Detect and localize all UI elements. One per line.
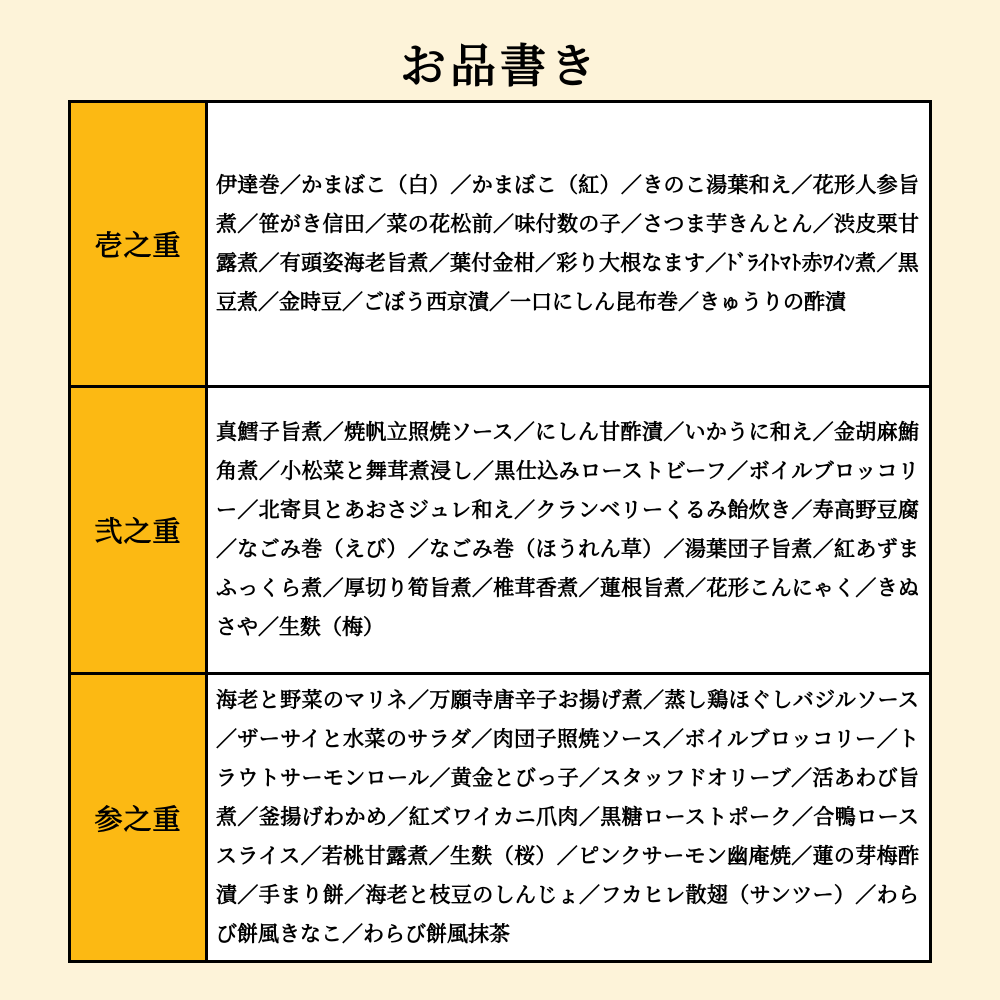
menu-row-tier-3 — [71, 675, 929, 960]
menu-table — [68, 100, 932, 963]
tier-2-label: 弐之重 — [71, 388, 208, 672]
menu-row-tier-1 — [71, 103, 929, 388]
tier-2-items-text: 真鱈子旨煮／焼帆立照焼ソース／にしん甘酢漬／いかうに和え／金胡麻鮪角煮／小松菜と舞茸煮浸し／黒仕込みローストビーフ／ボイルブロッコリー／北寄貝とあおさジュレ和え／クランベリーくるみ飴炊き／寿高野豆腐／なごみ巻（えび）／なごみ巻（ほうれん草）／湯葉団子旨煮／紅あずまふっくら煮／厚切り筍旨煮／椎茸香煮／蓮根旨煮／花形こんにゃく／きぬさや／生麩（梅） — [216, 420, 919, 639]
tier-3-content — [208, 675, 929, 960]
tier-1-label: 壱之重 — [71, 103, 208, 385]
tier-1-items-text: 伊達巻／かまぼこ（白）／かまぼこ（紅）／きのこ湯葉和え／花形人参旨煮／笹がき信田／菜の花松前／味付数の子／さつま芋きんとん／渋皮栗甘露煮／有頭姿海老旨煮／葉付金柑／彩り大根なます／ﾄﾞﾗｲﾄﾏﾄ赤ﾜｲﾝ煮／黒豆煮／金時豆／ごぼう西京漬／一口にしん昆布巻／きゅうりの酢漬 — [216, 173, 919, 314]
menu-row-tier-2 — [71, 388, 929, 675]
page-title: お品書き — [400, 39, 600, 93]
tier-3-label: 参之重 — [71, 675, 208, 960]
tier-2-content — [208, 388, 929, 672]
tier-1-content — [208, 103, 929, 385]
tier-3-items-text: 海老と野菜のマリネ／万願寺唐辛子お揚げ煮／蒸し鶏ほぐしバジルソース／ザーサイと水菜のサラダ／肉団子照焼ソース／ボイルブロッコリー／トラウトサーモンロール／黄金とびっ子／スタッフドオリーブ／活あわび旨煮／釜揚げわかめ／紅ズワイカニ爪肉／黒糖ローストポーク／合鴨ローススライス／若桃甘露煮／生麩（桜）／ピンクサーモン幽庵焼／蓮の芽梅酢漬／手まり餅／海老と枝豆のしんじょ／フカヒレ散翅（サンツー）／わらび餅風きなこ／わらび餅風抹茶 — [216, 688, 919, 946]
